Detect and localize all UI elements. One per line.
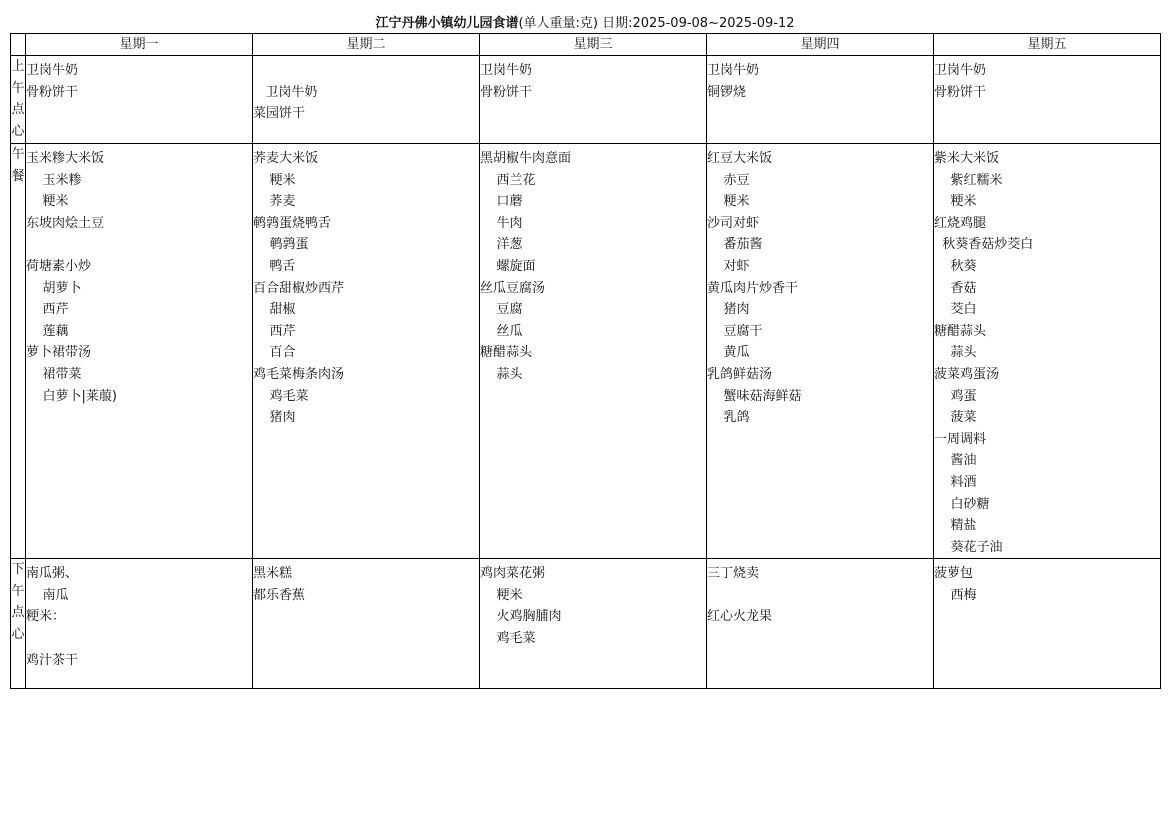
menu-cell <box>480 144 707 559</box>
menu-item: 南瓜粥、 <box>26 566 79 582</box>
menu-cell <box>934 559 1161 689</box>
menu-item: 鸡毛菜 <box>253 388 309 404</box>
menu-item: 沙司对虾 <box>707 215 760 231</box>
day-header: 星期五 <box>934 34 1161 56</box>
menu-item: 鸡汁茶干 <box>26 652 79 668</box>
menu-item: 黄瓜 <box>707 345 750 361</box>
menu-item: 西梅 <box>934 587 977 603</box>
menu-item: 葵花子油 <box>934 539 1003 555</box>
menu-item: 乳鸽鲜菇汤 <box>707 366 773 382</box>
menu-item: 西兰花 <box>480 172 536 188</box>
menu-item: 蟹味菇海鲜菇 <box>707 388 802 404</box>
menu-item: 黄瓜肉片炒香干 <box>707 280 799 296</box>
day-header: 星期一 <box>26 34 253 56</box>
menu-cell <box>934 144 1161 559</box>
menu-item: 玉米糁 <box>26 172 82 188</box>
menu-item: 猪肉 <box>253 410 296 426</box>
meal-label: 午餐 <box>11 147 25 184</box>
menu-item: 骨粉饼干 <box>26 84 79 100</box>
menu-cell <box>707 559 934 689</box>
menu-item: 豆腐干 <box>707 323 763 339</box>
menu-item: 裙带菜 <box>26 366 82 382</box>
menu-item: 菠萝包 <box>934 566 974 582</box>
menu-item: 粳米 <box>26 194 69 210</box>
title-date-range: (单人重量:克) 日期:2025-09-08~2025-09-12 <box>518 16 795 31</box>
menu-item: 都乐香蕉 <box>253 587 306 603</box>
menu-item <box>26 628 252 650</box>
menu-cell <box>934 56 1161 144</box>
menu-item: 茭白 <box>934 302 977 318</box>
menu-item: 精盐 <box>934 518 977 534</box>
menu-item: 玉米糁大米饭 <box>26 151 105 166</box>
day-header: 星期四 <box>707 34 934 56</box>
menu-item: 鹌鹑蛋 <box>253 237 309 253</box>
menu-cell <box>253 56 480 144</box>
menu-cell <box>480 559 707 689</box>
menu-item: 蒜头 <box>934 345 977 361</box>
menu-item: 卫岗牛奶 <box>934 63 987 78</box>
menu-item: 螺旋面 <box>480 258 536 274</box>
menu-cell <box>253 144 480 559</box>
menu-item: 粳米 <box>934 194 977 210</box>
menu-item: 一周调料 <box>934 431 987 447</box>
menu-item: 料酒 <box>934 474 977 490</box>
menu-cell <box>707 144 934 559</box>
menu-cell <box>26 144 253 559</box>
menu-item: 乳鸽 <box>707 410 750 426</box>
day-header: 星期二 <box>253 34 480 56</box>
menu-item: 荞麦大米饭 <box>253 151 319 166</box>
menu-item: 卫岗牛奶 <box>480 63 533 78</box>
menu-item <box>253 60 479 82</box>
menu-item: 洋葱 <box>480 237 523 253</box>
menu-cell <box>480 56 707 144</box>
menu-item: 粳米 <box>480 587 523 603</box>
menu-item: 糖醋蒜头 <box>934 323 987 339</box>
menu-item: 对虾 <box>707 258 750 274</box>
menu-item: 粳米 <box>707 194 750 210</box>
menu-item: 秋葵 <box>934 258 977 274</box>
menu-item: 骨粉饼干 <box>480 84 533 100</box>
menu-cell <box>707 56 934 144</box>
menu-item: 紫红糯米 <box>934 172 1003 188</box>
menu-item <box>26 234 252 256</box>
menu-item: 卫岗牛奶 <box>26 63 79 78</box>
menu-item: 菠菜 <box>934 410 977 426</box>
menu-cell <box>253 559 480 689</box>
menu-item: 西芹 <box>253 323 296 339</box>
menu-item: 三丁烧卖 <box>707 566 760 582</box>
menu-item: 鸡毛菜 <box>480 631 536 647</box>
menu-item: 西芹 <box>26 302 69 318</box>
menu-item: 香菇 <box>934 280 977 296</box>
meal-label: 上午点心 <box>11 59 25 139</box>
menu-item: 莲藕 <box>26 323 69 339</box>
menu-item: 鸡蛋 <box>934 388 977 404</box>
menu-item: 菠菜鸡蛋汤 <box>934 366 1000 382</box>
weekly-menu-table <box>10 33 1161 689</box>
menu-item: 糖醋蒜头 <box>480 345 533 361</box>
menu-item: 丝瓜豆腐汤 <box>480 280 546 296</box>
menu-item: 牛肉 <box>480 215 523 231</box>
menu-item: 粳米 <box>253 172 296 188</box>
menu-item: 南瓜 <box>26 587 69 603</box>
menu-item: 豆腐 <box>480 302 523 318</box>
menu-item: 卫岗牛奶 <box>707 63 760 78</box>
menu-item: 粳米： <box>26 609 66 625</box>
menu-item: 菜园饼干 <box>253 106 306 122</box>
menu-item: 东坡肉烩土豆 <box>26 215 105 231</box>
menu-item: 番茄酱 <box>707 237 763 253</box>
menu-item: 酱油 <box>934 453 977 469</box>
day-header: 星期三 <box>480 34 707 56</box>
menu-cell <box>26 559 253 689</box>
menu-item: 萝卜裙带汤 <box>26 345 92 361</box>
menu-item: 骨粉饼干 <box>934 84 987 100</box>
menu-item: 甜椒 <box>253 302 296 318</box>
menu-item <box>707 585 933 607</box>
menu-cell <box>26 56 253 144</box>
page-title <box>0 15 1170 33</box>
menu-item: 蒜头 <box>480 366 523 382</box>
menu-item: 丝瓜 <box>480 323 523 339</box>
meal-label-cell <box>11 559 26 689</box>
menu-item: 黑米糕 <box>253 566 293 582</box>
meal-row-morning-snack <box>11 56 1161 144</box>
menu-item: 口蘑 <box>480 194 523 210</box>
menu-item: 鹌鹑蛋烧鸭舌 <box>253 215 332 231</box>
corner-cell <box>11 34 26 56</box>
menu-item: 秋葵香菇炒茭白 <box>934 237 1034 253</box>
menu-item: 红心火龙果 <box>707 609 773 625</box>
meal-label-cell <box>11 56 26 144</box>
menu-item: 鸭舌 <box>253 258 296 274</box>
menu-item: 紫米大米饭 <box>934 151 1000 166</box>
meal-row-lunch <box>11 144 1161 559</box>
meal-label: 下午点心 <box>11 562 25 643</box>
menu-item: 赤豆 <box>707 172 750 188</box>
menu-item: 荷塘素小炒 <box>26 258 92 274</box>
menu-item: 火鸡胸脯肉 <box>480 609 562 625</box>
menu-item: 白萝卜|莱菔) <box>26 388 117 404</box>
table-header-row <box>11 34 1161 56</box>
title-school: 江宁丹佛小镇幼儿园食谱 <box>375 16 519 31</box>
menu-item: 荞麦 <box>253 194 296 210</box>
menu-item: 鸡肉菜花粥 <box>480 566 546 582</box>
meal-label-cell <box>11 144 26 559</box>
menu-item: 猪肉 <box>707 302 750 318</box>
menu-item: 百合 <box>253 345 296 361</box>
meal-row-afternoon-snack <box>11 559 1161 689</box>
menu-item: 黑胡椒牛肉意面 <box>480 151 572 166</box>
menu-item: 白砂糖 <box>934 496 990 512</box>
menu-item: 胡萝卜 <box>26 280 82 296</box>
menu-item: 红烧鸡腿 <box>934 215 987 231</box>
menu-item: 百合甜椒炒西芹 <box>253 280 345 296</box>
menu-item: 红豆大米饭 <box>707 151 773 166</box>
menu-item: 卫岗牛奶 <box>253 84 318 100</box>
menu-item: 铜锣烧 <box>707 84 747 100</box>
menu-item: 鸡毛菜梅条肉汤 <box>253 366 345 382</box>
